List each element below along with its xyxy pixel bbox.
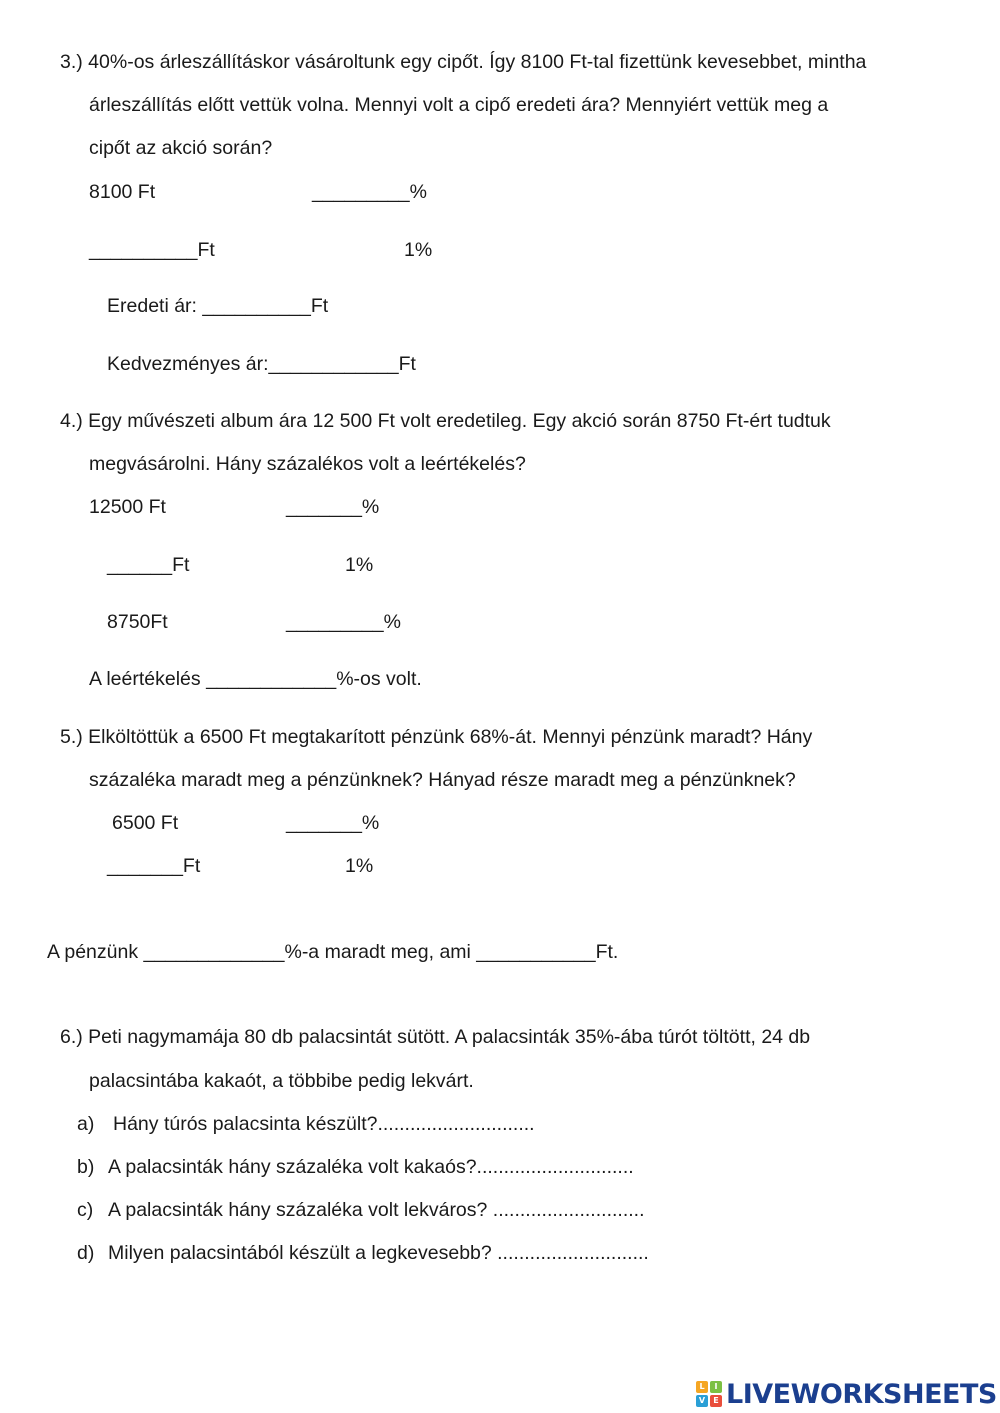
q3-text-line3: cipőt az akció során? — [89, 137, 273, 159]
q3-original-price[interactable]: Eredeti ár: __________Ft — [107, 295, 329, 317]
q6-a-label: a) — [77, 1113, 95, 1135]
q4-row3-amount: 8750Ft — [107, 611, 168, 633]
q5-row1-percent-blank[interactable]: _______% — [286, 812, 380, 834]
logo-tile-e: E — [710, 1395, 722, 1407]
q6-text-line1: 6.) Peti nagymamája 80 db palacsintát sütött. A palacsinták 35%-ába túrót töltött, 24 db — [60, 1026, 811, 1048]
q3-row2-amount-blank[interactable]: __________Ft — [89, 239, 215, 261]
logo-tile-v: V — [696, 1395, 708, 1407]
q5-row2-percent: 1% — [345, 855, 374, 877]
q6-b-question[interactable]: A palacsinták hány százaléka volt kakaós?............................. — [108, 1156, 634, 1178]
q6-text-line2: palacsintába kakaót, a többibe pedig lekvárt. — [89, 1070, 474, 1092]
q4-row3-percent-blank[interactable]: _________% — [286, 611, 401, 633]
liveworksheets-logo — [696, 1378, 997, 1410]
q6-d-question[interactable]: Milyen palacsintából készült a legkevesebb? ............................ — [108, 1242, 649, 1264]
q6-d-label: d) — [77, 1242, 95, 1264]
q4-row2-percent: 1% — [345, 554, 374, 576]
liveworksheets-logo-text: LIVEWORKSHEETS — [726, 1378, 997, 1410]
q5-text-line1: 5.) Elköltöttük a 6500 Ft megtakarított pénzünk 68%-át. Mennyi pénzünk maradt? Hány — [60, 726, 813, 748]
q4-text-line2: megvásárolni. Hány százalékos volt a leértékelés? — [89, 453, 526, 475]
q5-row1-amount: 6500 Ft — [112, 812, 179, 834]
q4-text-line1: 4.) Egy művészeti album ára 12 500 Ft volt eredetileg. Egy akció során 8750 Ft-ért tudtuk — [60, 410, 831, 432]
logo-tile-i: I — [710, 1381, 722, 1393]
q4-answer[interactable]: A leértékelés ____________%-os volt. — [89, 668, 422, 690]
q5-text-line2: százaléka maradt meg a pénzünknek? Hányad része maradt meg a pénzünknek? — [89, 769, 796, 791]
q6-c-question[interactable]: A palacsinták hány százaléka volt lekváros? ............................ — [108, 1199, 645, 1221]
q3-row1-amount: 8100 Ft — [89, 181, 156, 203]
q6-a-question[interactable]: Hány túrós palacsinta készült?............................. — [113, 1113, 535, 1135]
q3-row2-percent: 1% — [404, 239, 433, 261]
q4-row1-percent-blank[interactable]: _______% — [286, 496, 380, 518]
q5-answer[interactable]: A pénzünk _____________%-a maradt meg, ami ___________Ft. — [47, 941, 619, 963]
logo-tile-l: L — [696, 1381, 708, 1393]
q3-text-line2: árleszállítás előtt vettük volna. Mennyi volt a cipő eredeti ára? Mennyiért vettük meg a — [89, 94, 829, 116]
liveworksheets-logo-icon — [696, 1381, 722, 1407]
q6-b-label: b) — [77, 1156, 95, 1178]
q6-c-label: c) — [77, 1199, 94, 1221]
q3-text-line1: 3.) 40%-os árleszállításkor vásároltunk egy cipőt. Így 8100 Ft-tal fizettünk kevesebbet, mintha — [60, 51, 867, 73]
q3-discount-price[interactable]: Kedvezményes ár:____________Ft — [107, 353, 416, 375]
q4-row2-amount-blank[interactable]: ______Ft — [107, 554, 190, 576]
q3-row1-percent-blank[interactable]: _________% — [312, 181, 427, 203]
q5-row2-amount-blank[interactable]: _______Ft — [107, 855, 201, 877]
q4-row1-amount: 12500 Ft — [89, 496, 166, 518]
